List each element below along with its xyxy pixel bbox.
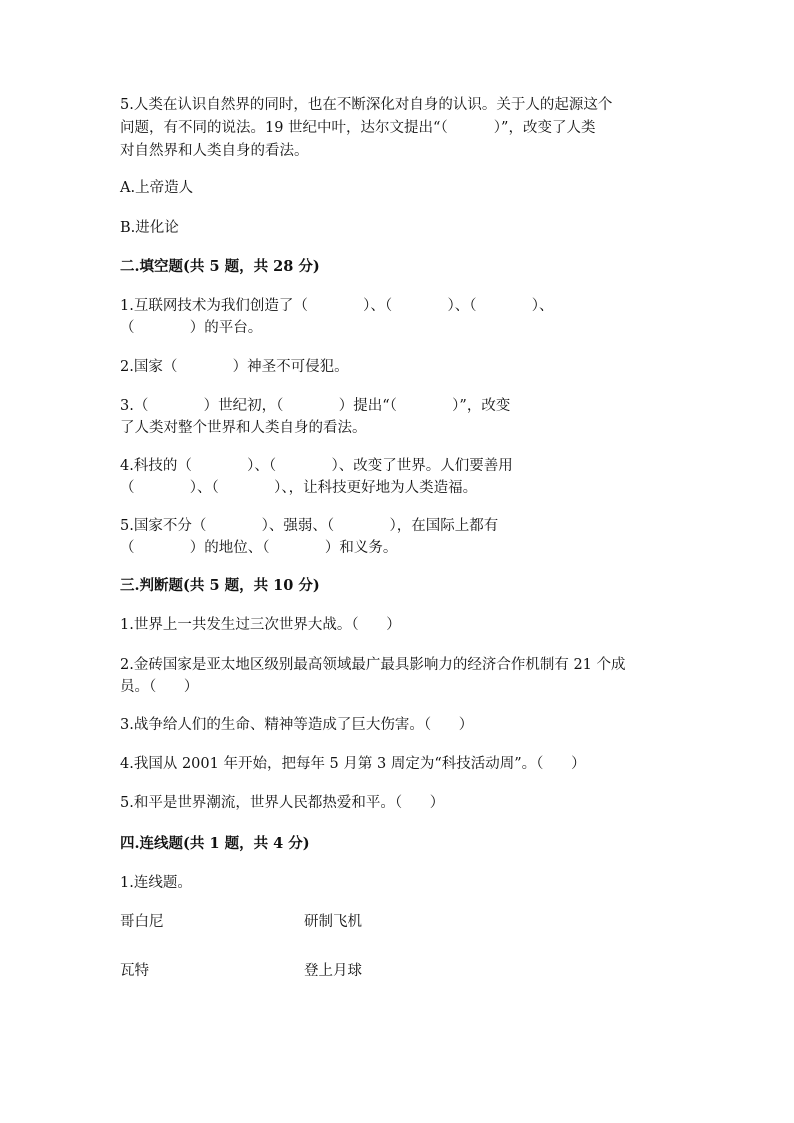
match-q1-prompt: 1.连线题。 xyxy=(120,875,192,891)
judge-q3-line-1: 3.战争给人们的生命、精神等造成了巨大伤害。（ ） xyxy=(120,717,474,733)
fill-q3-line-2: 了人类对整个世界和人类自身的看法。 xyxy=(120,420,367,436)
match-left-item: 瓦特 xyxy=(120,963,149,979)
match-right-item: 登上月球 xyxy=(304,963,362,979)
fill-q3-line-1: 3.（ ）世纪初，（ ）提出“（ ）”，改变 xyxy=(120,398,511,414)
judge-q4-line-1: 4.我国从 2001 年开始，把每年 5 月第 3 周定为“科技活动周”。（ ） xyxy=(120,756,586,772)
judge-q2-line-1: 2.金砖国家是亚太地区级别最高领域最广最具影响力的经济合作机制有 21 个成 xyxy=(120,657,626,673)
choice-q5-line-2: 问题，有不同的说法。19 世纪中叶，达尔文提出“（ ）”，改变了人类 xyxy=(120,120,596,136)
fill-q4-line-2: （ ）、（ ）、，让科技更好地为人类造福。 xyxy=(120,480,478,496)
match-right-item: 研制飞机 xyxy=(304,914,362,930)
choice-q5-line-1: 5.人类在认识自然界的同时，也在不断深化对自身的认识。关于人的起源这个 xyxy=(120,97,613,113)
judge-q1-line-1: 1.世界上一共发生过三次世界大战。（ ） xyxy=(120,617,401,633)
judge-q5-line-1: 5.和平是世界潮流，世界人民都热爱和平。（ ） xyxy=(120,795,445,811)
match-left-item: 哥白尼 xyxy=(120,914,164,930)
fill-q2-line-1: 2.国家（ ）神圣不可侵犯。 xyxy=(120,359,349,375)
section-matching-heading: 四.连线题(共 1 题，共 4 分) xyxy=(120,835,310,852)
choice-q5-line-3: 对自然界和人类自身的看法。 xyxy=(120,143,309,159)
section-judgment-heading: 三.判断题(共 5 题，共 10 分) xyxy=(120,577,320,594)
judge-q2-line-2: 员。（ ） xyxy=(120,679,199,695)
section-fill-in-heading: 二.填空题(共 5 题，共 28 分) xyxy=(120,258,320,275)
fill-q4-line-1: 4.科技的（ ）、（ ）、改变了世界。人们要善用 xyxy=(120,458,513,474)
fill-q1-line-1: 1.互联网技术为我们创造了（ ）、（ ）、（ ）、 xyxy=(120,298,554,314)
fill-q5-line-2: （ ）的地位、（ ）和义务。 xyxy=(120,540,398,556)
choice-q5-option-a: A.上帝造人 xyxy=(120,180,194,196)
fill-q1-line-2: （ ）的平台。 xyxy=(120,320,263,336)
choice-q5-option-b: B.进化论 xyxy=(120,220,179,236)
fill-q5-line-1: 5.国家不分（ ）、强弱、（ ），在国际上都有 xyxy=(120,518,499,534)
